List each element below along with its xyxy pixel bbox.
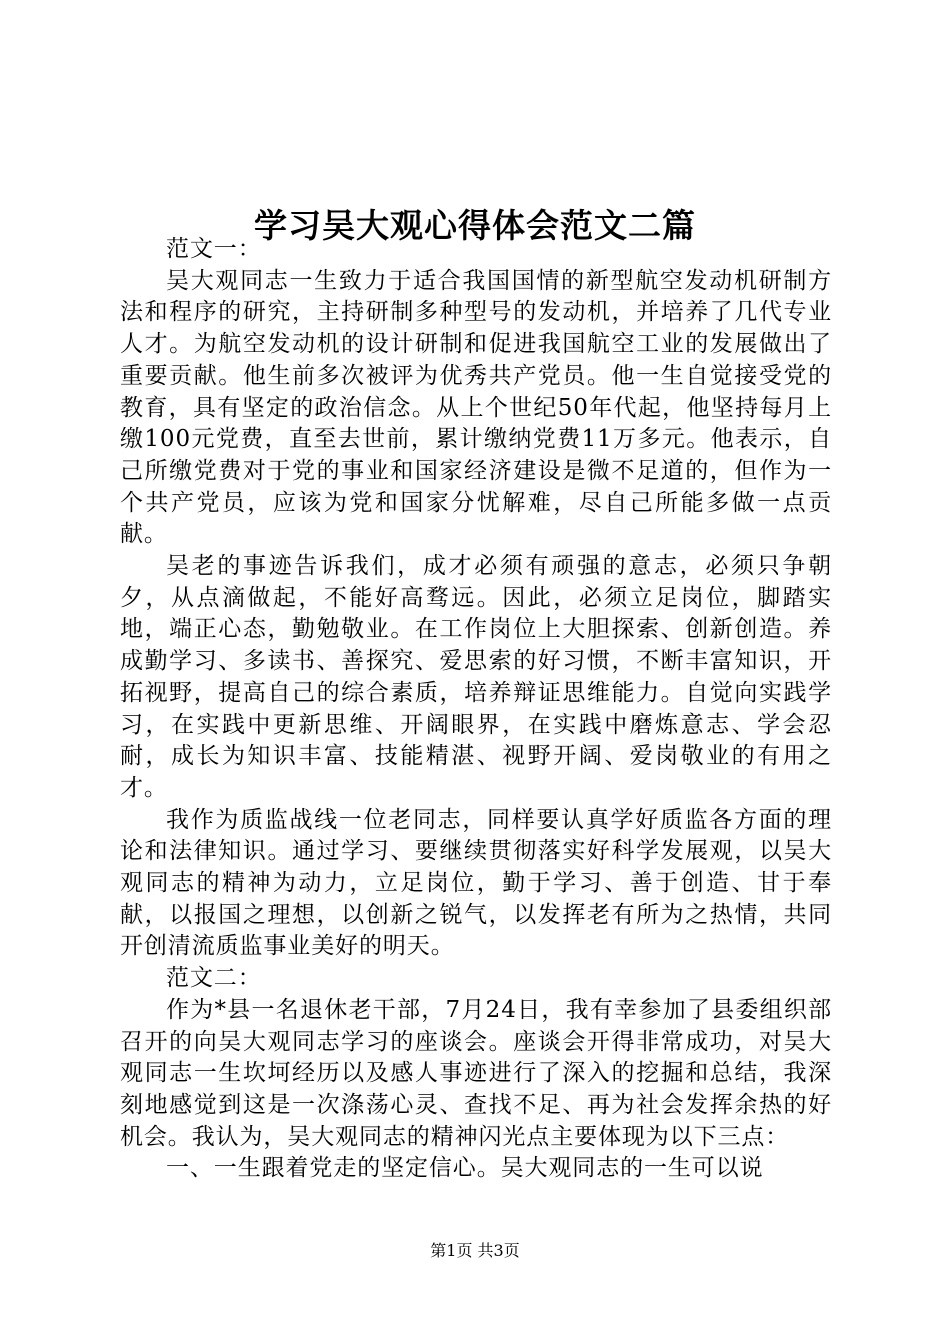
paragraph: 吴老的事迹告诉我们，成才必须有顽强的意志，必须只争朝夕，从点滴做起，不能好高骛远。因此，必须立足岗位，脚踏实地，端正心态，勤勉敬业。在工作岗位上大胆探索、创新创造。养成勤学习、多读书、善探究、爱思索的好习惯，不断丰富知识，开拓视野，提高自己的综合素质，培养辩证思维能力。自觉向实践学习，在实践中更新思维、开阔眼界，在实践中磨炼意志、学会忍耐，成长为知识丰富、技能精湛、视野开阔、爱岗敬业的有用之才。 [120, 553, 832, 801]
paragraph-sample-one-heading: 范文一： [166, 236, 262, 262]
document-title: 学习吴大观心得体会范文二篇 [254, 206, 696, 246]
page-footer: 第1页 共3页 [430, 1241, 520, 1260]
paragraph: 一、一生跟着党走的坚定信心。吴大观同志的一生可以说 [166, 1155, 764, 1182]
paragraph: 作为*县一名退休老干部，7月24日，我有幸参加了县委组织部召开的向吴大观同志学习的座谈会。座谈会开得非常成功，对吴大观同志一生坎坷经历以及感人事迹进行了深入的挖掘和总结，我深刻地感觉到这是一次涤荡心灵、查找不足、再为社会发挥余热的好机会。我认为，吴大观同志的精神闪光点主要体现为以下三点： [120, 996, 832, 1150]
paragraph: 我作为质监战线一位老同志，同样要认真学好质监各方面的理论和法律知识。通过学习、要继续贯彻落实好科学发展观，以吴大观同志的精神为动力，立足岗位，勤于学习、善于创造、甘于奉献，以报国之理想，以创新之锐气，以发挥老有所为之热情，共同开创清流质监事业美好的明天。 [120, 806, 832, 960]
paragraph: 吴大观同志一生致力于适合我国国情的新型航空发动机研制方法和程序的研究，主持研制多种型号的发动机，并培养了几代专业人才。为航空发动机的设计研制和促进我国航空工业的发展做出了重要贡献。他生前多次被评为优秀共产党员。他一生自觉接受党的教育，具有坚定的政治信念。从上个世纪50年代起，他坚持每月上缴100元党费，直至去世前，累计缴纳党费11万多元。他表示，自己所缴党费对于党的事业和国家经济建设是微不足道的，但作为一个共产党员，应该为党和国家分忧解难，尽自己所能多做一点贡献。 [120, 267, 832, 548]
document-body [120, 234, 832, 1185]
paragraph-sample-two-heading: 范文二： [166, 965, 262, 992]
